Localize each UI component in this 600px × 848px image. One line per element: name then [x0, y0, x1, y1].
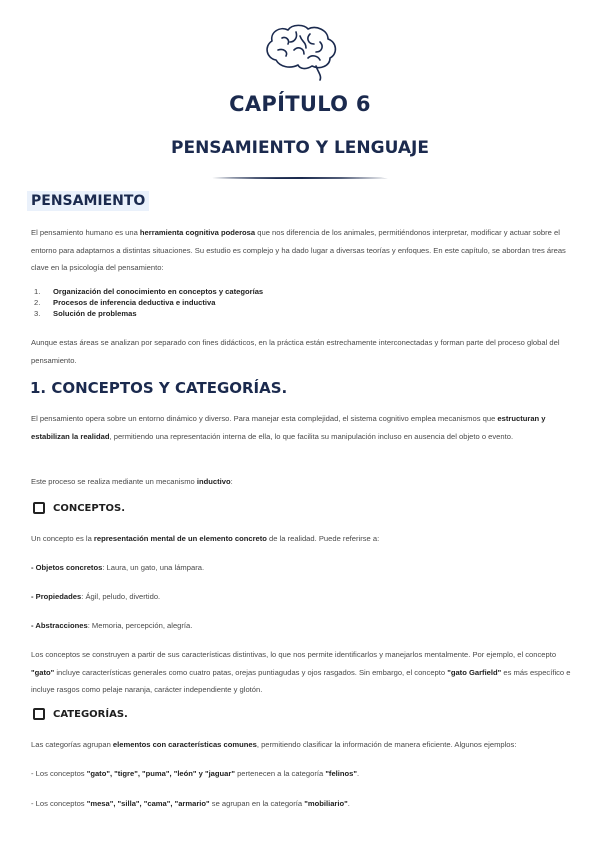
brain-icon	[260, 22, 342, 82]
concept-item: - Objetos concretos: Laura, un gato, una lámpara.	[31, 563, 205, 572]
category-example: - Los conceptos "mesa", "silla", "cama", "armario" se agrupan en la categoría "mobiliario".	[31, 799, 350, 808]
section-heading: PENSAMIENTO	[27, 191, 149, 211]
checkbox-icon	[33, 708, 45, 720]
chapter-subtitle: PENSAMIENTO Y LENGUAJE	[171, 138, 429, 158]
concepts-intro-paragraph: El pensamiento opera sobre un entorno dinámico y diverso. Para manejar esta complejidad, el sistema cognitivo emplea mecanismos que estructuran y estabilizan la realidad, permitiendo una representación interna de ella, lo que facilita su manipulación incluso en ausencia del objeto o evento.	[31, 414, 546, 441]
checkbox-icon	[33, 502, 45, 514]
list-item: 2. Procesos de inferencia deductiva e inductiva	[34, 298, 216, 307]
conceptos-subheading: CONCEPTOS.	[33, 502, 125, 514]
section-1-heading: 1. CONCEPTOS Y CATEGORÍAS.	[30, 379, 288, 397]
intro-paragraph: El pensamiento humano es una herramienta cognitiva poderosa que nos diferencia de los animales, permitiéndonos interpretar, modificar y actuar sobre el entorno para adaptarnos a distintas situaciones. Su estudio es complejo y ha dado lugar a diversas teorías y enfoques. En este capítulo, se abordan tres áreas clave en la psicología del pensamiento:	[31, 228, 566, 272]
closing-paragraph: Aunque estas áreas se analizan por separado con fines didácticos, en la práctica están estrechamente interconectadas y forman parte del proceso global del pensamiento.	[31, 338, 560, 365]
categories-intro: Las categorías agrupan elementos con características comunes, permitiendo clasificar la información de manera eficiente. Algunos ejemplos:	[31, 740, 517, 749]
inductive-paragraph: Este proceso se realiza mediante un mecanismo inductivo:	[31, 477, 233, 486]
categorias-subheading: CATEGORÍAS.	[33, 708, 128, 720]
chapter-title: CAPÍTULO 6	[229, 92, 371, 116]
list-item: 1. Organización del conocimiento en conceptos y categorías	[34, 287, 264, 296]
list-item: 3. Solución de problemas	[34, 309, 137, 318]
concept-definition: Un concepto es la representación mental de un elemento concreto de la realidad. Puede referirse a:	[31, 534, 380, 543]
areas-list	[31, 286, 551, 319]
title-underline	[212, 176, 388, 180]
category-example: - Los conceptos "gato", "tigre", "puma", "león" y "jaguar" pertenecen a la categoría "felinos".	[31, 769, 360, 778]
concepts-explanation: Los conceptos se construyen a partir de sus características distintivas, lo que nos permite identificarlos y manejarlos mentalmente. Por ejemplo, el concepto "gato" incluye características generales como cuatro patas, orejas puntiagudas y ojos rasgados. Sin embargo, el concepto "gato Garfield" es más específico e incluye rasgos como pelaje naranja, carácter independiente y glotón.	[31, 650, 571, 694]
concept-item: - Propiedades: Ágil, peludo, divertido.	[31, 592, 161, 601]
concept-item: - Abstracciones: Memoria, percepción, alegría.	[31, 621, 193, 630]
